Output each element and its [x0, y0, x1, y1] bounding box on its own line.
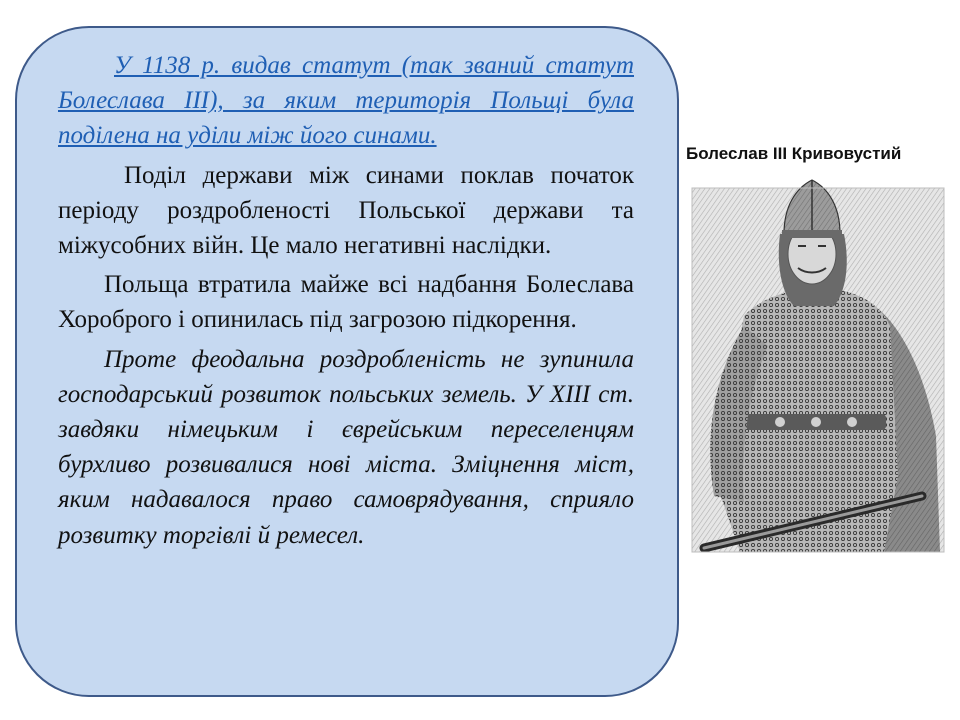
- paragraph-economic-development: Проте феодальна роздробленість не зупинила господарський розвиток польських земель. У ХІІІ ст. завдяки німецьким і єврейським переселенцям бурхливо розвивалися нові міста. Зміцнення міст, яким надавалося право самоврядування, сприяло розвитку торгівлі й ремесел.: [58, 345, 634, 549]
- portrait-image: [684, 176, 950, 556]
- paragraph-statute-link[interactable]: У 1138 р. видав статут (так званий статут Болеслава ІІІ), за яким територія Польщі була поділена на уділи між його синами.: [58, 52, 634, 150]
- portrait-caption: Болеслав ІІІ Кривовустий: [686, 144, 902, 163]
- paragraph-losses: Польща втратила майже всі надбання Болеслава Хороброго і опинилась під загрозою підкорення.: [58, 271, 634, 334]
- text-content: [58, 48, 634, 553]
- paragraph-fragmentation: Поділ держави між синами поклав початок періоду роздробленості Польської держави та міжусобних війн. Це мало негативні наслідки.: [58, 161, 634, 260]
